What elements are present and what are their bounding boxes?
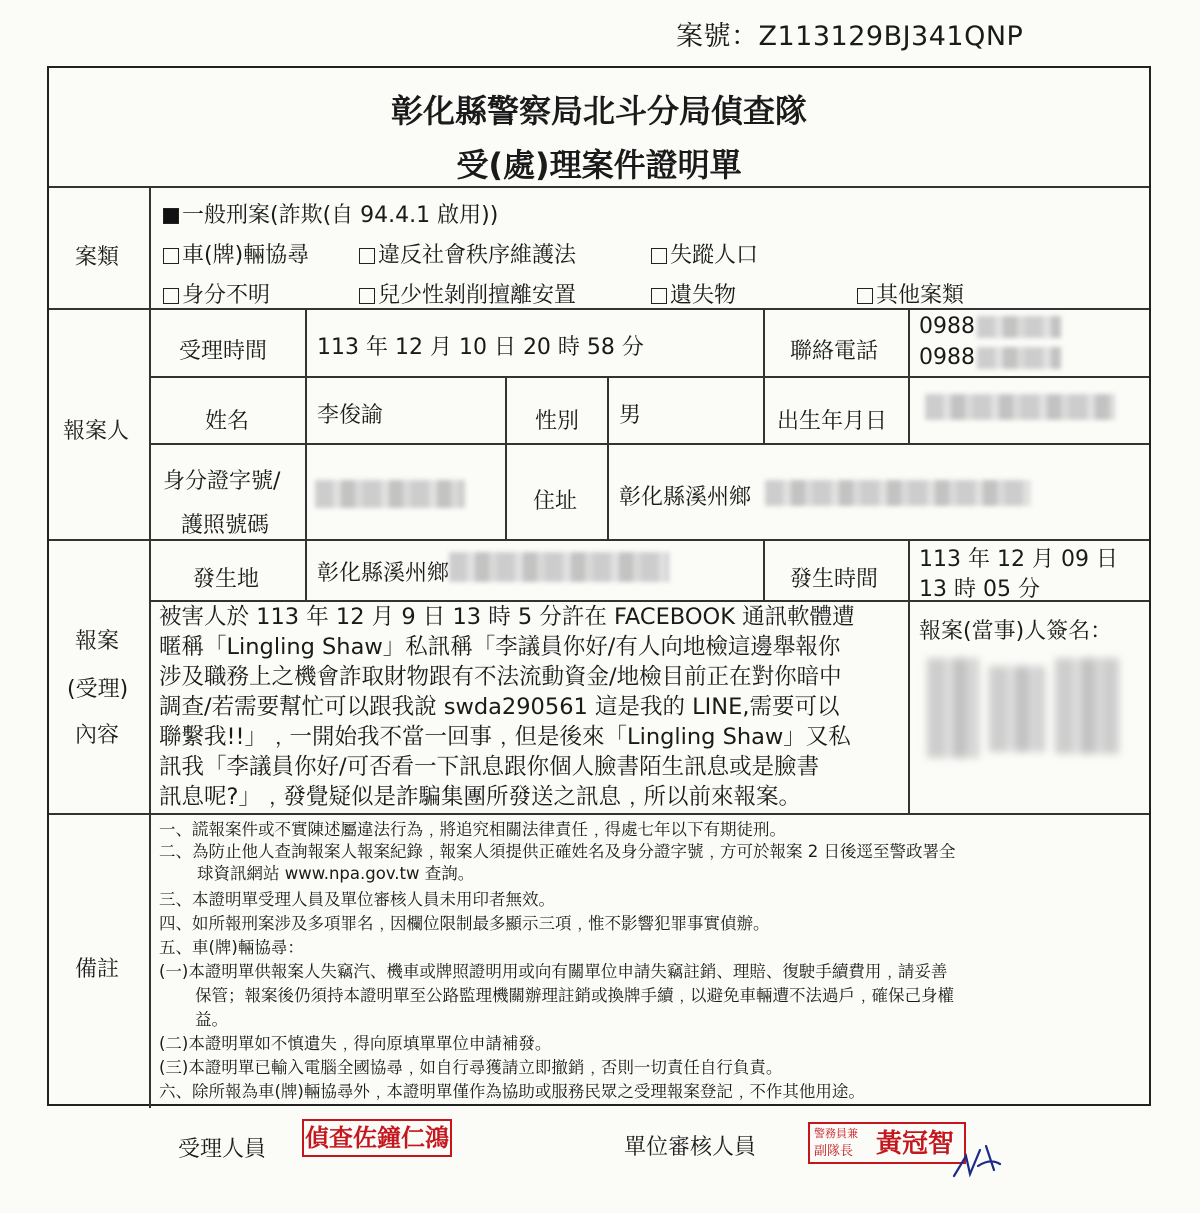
remark-line: 一、謊報案件或不實陳述屬違法行為﹐將追究相關法律責任﹐得處七年以下有期徒刑。 xyxy=(159,820,786,839)
remark-line: 六、除所報為車(牌)輛協尋外﹐本證明單僅作為協助或服務民眾之受理報案登記﹐不作其他用途。 xyxy=(159,1082,865,1101)
checkbox-other[interactable]: 其他案類 xyxy=(857,278,964,309)
redacted-phone-1 xyxy=(977,316,1061,338)
name-value: 李俊諭 xyxy=(317,403,384,428)
remark-line: (三)本證明單已輸入電腦全國協尋﹐如自行尋獲請立即撤銷﹐否則一切責任自行負責。 xyxy=(159,1058,783,1077)
checkbox-unknown-identity[interactable]: 身分不明 xyxy=(163,278,270,309)
remark-line: (二)本證明單如不慎遺失﹐得向原填單單位申請補發。 xyxy=(159,1034,552,1053)
id-label-line2: 護照號碼 xyxy=(181,513,270,538)
case-number: 案號：Z113129BJ341QNP xyxy=(676,21,1024,52)
checkbox-vehicle-search[interactable]: 車(牌)輛協尋 xyxy=(163,238,309,269)
checkbox-empty-icon xyxy=(163,248,179,264)
case-type-label: 案類 xyxy=(75,245,120,270)
initials-scribble xyxy=(950,1136,1010,1184)
receiver-label: 受理人員 xyxy=(178,1137,267,1162)
received-time-value: 113 年 12 月 10 日 20 時 58 分 xyxy=(317,335,644,360)
phone-2: 0988 xyxy=(919,345,975,370)
incident-time-line2: 13 時 05 分 xyxy=(919,577,1040,602)
form-title-line2: 受(處)理案件證明單 xyxy=(456,146,742,184)
receiver-stamp: 偵查佐鐘仁鴻 xyxy=(302,1119,452,1157)
redacted-signature-1 xyxy=(927,658,979,758)
gender-value: 男 xyxy=(619,403,642,428)
reviewer-label: 單位審核人員 xyxy=(624,1135,757,1160)
incident-time-label: 發生時間 xyxy=(790,567,879,592)
birth-label: 出生年月日 xyxy=(777,409,888,434)
checkbox-missing-person[interactable]: 失蹤人口 xyxy=(651,238,758,269)
checkbox-criminal-fraud[interactable]: 一般刑案(詐欺(自 94.4.1 啟用)) xyxy=(163,198,498,229)
narrative-line: 涉及職務上之機會詐取財物跟有不法流動資金/地檢目前正在對你暗中 xyxy=(159,664,842,690)
checkbox-empty-icon xyxy=(163,288,179,304)
checkbox-social-order[interactable]: 違反社會秩序維護法 xyxy=(359,238,576,269)
checkbox-empty-icon xyxy=(359,288,375,304)
redacted-phone-2 xyxy=(977,347,1061,369)
remark-line: 三、本證明單受理人員及單位審核人員未用印者無效。 xyxy=(159,890,555,909)
incident-section-label-3: 內容 xyxy=(75,723,120,748)
checkbox-lost-property[interactable]: 遺失物 xyxy=(651,278,736,309)
address-label: 住址 xyxy=(533,489,578,514)
reviewer-stamp-title: 警務員兼 xyxy=(814,1127,858,1140)
reviewer-stamp-name: 黃冠智 xyxy=(876,1129,955,1159)
incident-section-label-1: 報案 xyxy=(75,629,120,654)
reviewer-stamp-rank: 副隊長 xyxy=(814,1144,854,1159)
redacted-id-number xyxy=(315,480,465,508)
remark-line: 保管；報案後仍須持本證明單至公路監理機關辦理註銷或換牌手續﹐以避免車輛遭不法過戶﹐確保己身權 xyxy=(195,986,954,1005)
received-time-label: 受理時間 xyxy=(179,339,268,364)
redacted-birthdate xyxy=(925,394,1115,420)
narrative-line: 被害人於 113 年 12 月 9 日 13 時 5 分許在 FACEBOOK 通訊軟體遭 xyxy=(159,604,855,630)
redacted-signature-2 xyxy=(989,666,1045,752)
certificate-form xyxy=(47,66,1151,1106)
checkbox-juvenile[interactable]: 兒少性剝削擅離安置 xyxy=(359,278,576,309)
phone-label: 聯絡電話 xyxy=(790,339,879,364)
redacted-address xyxy=(765,480,1031,506)
narrative-line: 聯繫我!!」﹐一開始我不當一回事﹐但是後來「Lingling Shaw」又私 xyxy=(159,724,851,750)
place-value: 彰化縣溪州鄉 xyxy=(317,561,450,586)
incident-time-line1: 113 年 12 月 09 日 xyxy=(919,547,1118,572)
remark-line: 二、為防止他人查詢報案人報案紀錄﹐報案人須提供正確姓名及身分證字號﹐方可於報案 2 日後逕至警政署全 xyxy=(159,842,956,861)
phone-1: 0988 xyxy=(919,314,975,339)
reporter-section-label: 報案人 xyxy=(63,419,130,444)
narrative-line: 暱稱「Lingling Shaw」私訊稱「李議員你好/有人向地檢這邊舉報你 xyxy=(159,634,841,660)
remark-line: 五、車(牌)輛協尋： xyxy=(159,938,304,957)
reviewer-stamp xyxy=(808,1122,966,1164)
form-title-line1: 彰化縣警察局北斗分局偵查隊 xyxy=(390,92,807,130)
redacted-place xyxy=(449,552,669,582)
address-value: 彰化縣溪州鄉 xyxy=(619,485,752,510)
remark-line: 球資訊網站 www.npa.gov.tw 查詢。 xyxy=(197,864,475,883)
narrative-line: 調查/若需要幫忙可以跟我說 swda290561 這是我的 LINE,需要可以 xyxy=(159,694,840,720)
checkbox-empty-icon xyxy=(651,248,667,264)
remark-line: (一)本證明單供報案人失竊汽、機車或牌照證明用或向有關單位申請失竊註銷、理賠、復駛手續費用﹐請妥善 xyxy=(159,962,948,981)
narrative-line: 訊息呢?」﹐發覺疑似是詐騙集團所發送之訊息﹐所以前來報案。 xyxy=(159,784,801,810)
narrative-line: 訊我「李議員你好/可否看一下訊息跟你個人臉書陌生訊息或是臉書 xyxy=(159,754,820,780)
name-label: 姓名 xyxy=(205,409,250,434)
remarks-label: 備註 xyxy=(75,957,120,982)
incident-section-label-2: (受理) xyxy=(67,677,129,702)
checkbox-empty-icon xyxy=(359,248,375,264)
remark-line: 益。 xyxy=(195,1010,228,1029)
gender-label: 性別 xyxy=(535,409,580,434)
id-label-line1: 身分證字號/ xyxy=(163,469,281,494)
checkbox-checked-icon xyxy=(163,208,179,224)
checkbox-empty-icon xyxy=(651,288,667,304)
place-label: 發生地 xyxy=(193,567,260,592)
signature-label: 報案(當事)人簽名： xyxy=(919,619,1113,644)
redacted-signature-3 xyxy=(1055,658,1119,754)
checkbox-empty-icon xyxy=(857,288,873,304)
remark-line: 四、如所報刑案涉及多項罪名﹐因欄位限制最多顯示三項﹐惟不影響犯罪事實偵辦。 xyxy=(159,914,770,933)
